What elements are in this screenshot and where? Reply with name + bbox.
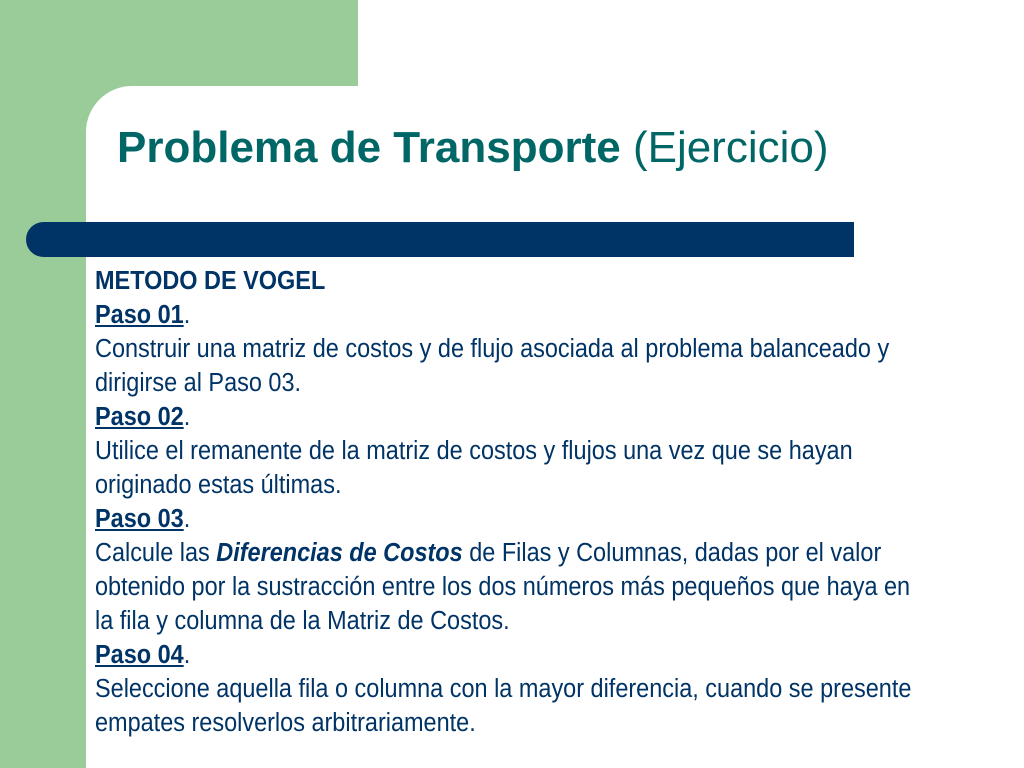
step-3-title bbox=[95, 502, 932, 536]
slide-body bbox=[95, 264, 932, 740]
method-heading: METODO DE VOGEL bbox=[95, 267, 326, 295]
slide-title-main: Problema de Transporte bbox=[117, 123, 621, 172]
step-1-label: Paso 01 bbox=[95, 301, 184, 329]
step-3-text bbox=[95, 536, 932, 638]
step-3-period: . bbox=[183, 505, 191, 533]
step-4-title bbox=[95, 638, 932, 672]
step-1-period: . bbox=[183, 301, 191, 329]
step-3-text-after: de Filas y Columnas, dadas por el valor obtenido por la sustracción entre los dos números más pequeños que haya en la fila y columna de la Matriz de Costos. bbox=[95, 539, 911, 635]
step-2-period: . bbox=[183, 403, 191, 431]
slide-title-subtitle: (Ejercicio) bbox=[632, 123, 829, 172]
step-4-period: . bbox=[183, 641, 191, 669]
step-2-title bbox=[95, 400, 932, 434]
step-4-label: Paso 04 bbox=[95, 641, 184, 669]
step-3-text-before: Calcule las bbox=[95, 539, 217, 567]
step-3-emphasis: Diferencias de Costos bbox=[216, 539, 463, 567]
step-2-text: Utilice el remanente de la matriz de costos y flujos una vez que se hayan originado estas últimas. bbox=[95, 437, 853, 499]
step-1-text: Construir una matriz de costos y de flujo asociada al problema balanceado y dirigirse al Paso 03. bbox=[95, 335, 890, 397]
slide-title bbox=[117, 120, 829, 176]
step-3-label: Paso 03 bbox=[95, 505, 184, 533]
step-1-title bbox=[95, 298, 932, 332]
step-2-label: Paso 02 bbox=[95, 403, 184, 431]
step-4-text: Seleccione aquella fila o columna con la mayor diferencia, cuando se presente empates resolverlos arbitrariamente. bbox=[95, 675, 912, 737]
decorative-title-bar bbox=[26, 222, 854, 257]
